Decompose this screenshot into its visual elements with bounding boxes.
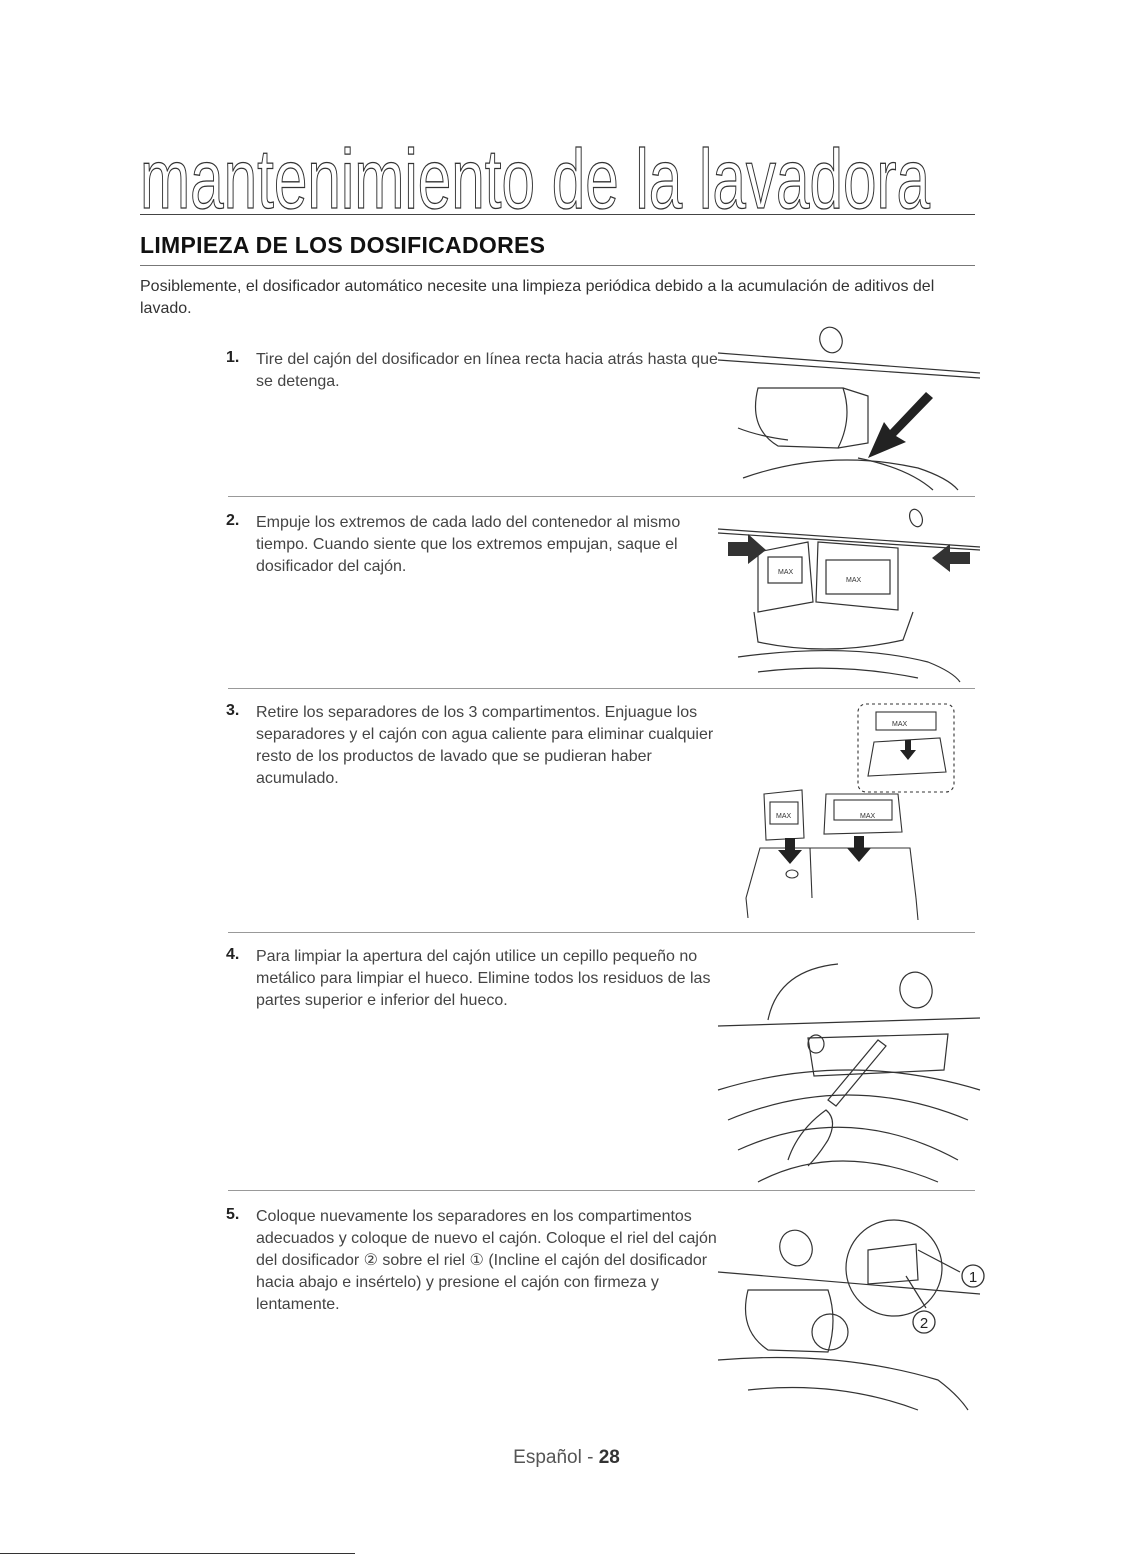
- figure-remove-dispenser: [718, 502, 980, 682]
- chapter-title: [140, 118, 975, 226]
- max-label: MAX: [776, 813, 792, 820]
- bottom-rule: [0, 1553, 355, 1554]
- step-text: Retire los separadores de los 3 compartimentos. Enjuague los separadores y el cajón con agua caliente para eliminar cualquier resto de los productos de lavado que se pudieran haber acumulado.: [256, 704, 714, 787]
- push-arrow-icon: [868, 392, 933, 458]
- page-number: 28: [598, 1447, 620, 1468]
- max-label: MAX: [778, 569, 794, 576]
- divider: [228, 1190, 975, 1191]
- callout-1: [962, 1265, 984, 1287]
- step-number: 5.: [226, 1206, 240, 1223]
- svg-text:2: 2: [919, 1315, 929, 1332]
- step-text: Tire del cajón del dosificador en línea recta hacia atrás hasta que se detenga.: [256, 351, 718, 390]
- figure-pull-drawer: [718, 318, 980, 490]
- arrow-down-icon: [900, 740, 916, 760]
- page-footer: [0, 1447, 1133, 1469]
- figure-separators: [740, 698, 960, 926]
- section-title: LIMPIEZA DE LOS DOSIFICADORES: [140, 232, 975, 266]
- max-label: MAX: [860, 813, 876, 820]
- intro-paragraph: Posiblemente, el dosificador automático necesite una limpieza periódica debido a la acumulación de aditivos del lavado.: [140, 278, 935, 317]
- max-label: MAX: [892, 721, 908, 728]
- step-text: Para limpiar la apertura del cajón utilice un cepillo pequeño no metálico para limpiar el hueco. Elimine todos los residuos de las partes superior e inferior del hueco.: [256, 948, 711, 1009]
- step-number: 3.: [226, 702, 240, 719]
- divider: [228, 932, 975, 933]
- svg-text:1: 1: [968, 1269, 978, 1286]
- step-number: 4.: [226, 946, 240, 963]
- callout-2: [913, 1311, 935, 1333]
- arrow-down-icon: [778, 838, 802, 864]
- step-number: 1.: [226, 349, 240, 366]
- step-number: 2.: [226, 512, 240, 529]
- arrow-down-icon: [847, 836, 871, 862]
- max-label: MAX: [846, 577, 862, 584]
- step-text: Coloque nuevamente los separadores en los compartimentos adecuados y coloque de nuevo el cajón. Coloque el riel del cajón del dosificador ② sobre el riel ① (Incline el cajón del dosificador hacia abajo e insértelo) y presione el cajón con firmeza y lentamente.: [256, 1208, 717, 1313]
- arrow-right-icon: [728, 534, 766, 564]
- step-text: Empuje los extremos de cada lado del contenedor al mismo tiempo. Cuando siente que los extremos empujan, saque el dosificador del cajón.: [256, 514, 681, 575]
- divider: [228, 496, 975, 497]
- divider: [228, 688, 975, 689]
- footer-language: Español -: [513, 1447, 599, 1468]
- chapter-title-text: mantenimiento de la lavadora: [140, 132, 931, 226]
- figure-reinsert-drawer: [718, 1210, 1008, 1420]
- figure-brush-cleaning: [718, 960, 980, 1182]
